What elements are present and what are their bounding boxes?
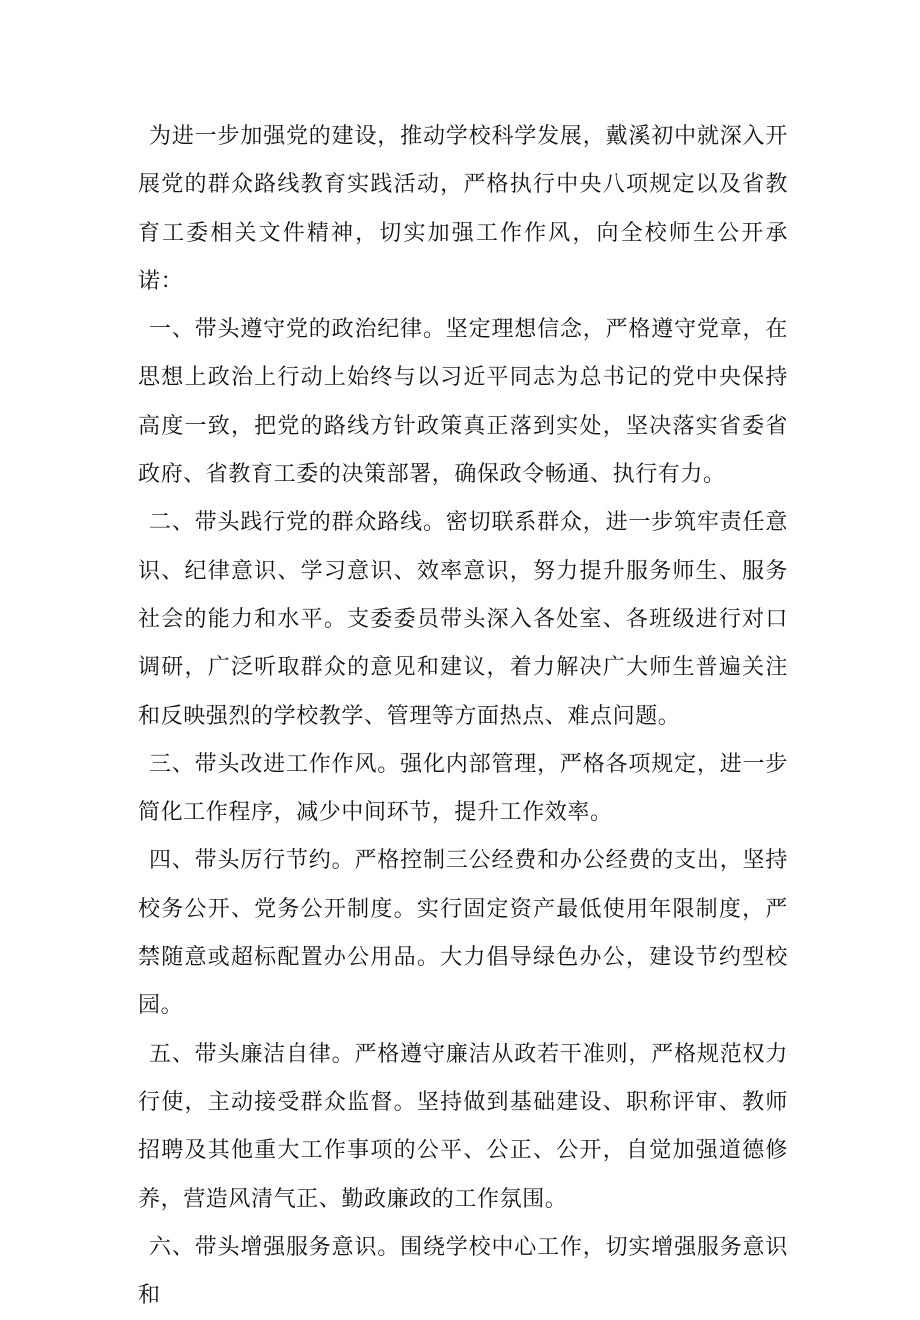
commitment-paragraph-2: 二、带头践行党的群众路线。密切联系群众，进一步筑牢责任意识、纪律意识、学习意识、效率意识，努力提升服务师生、服务社会的能力和水平。支委委员带头深入各处室、各班级进行对口调研，广泛听取群众的意见和建议，着力解决广大师生普遍关注和反映强烈的学校教学、管理等方面热点、难点问题。 [138,510,788,729]
commitment-paragraph-6: 六、带头增强服务意识。围绕学校中心工作，切实增强服务意识和 [138,1234,788,1309]
commitment-paragraph-3: 三、带头改进工作作风。强化内部管理，严格各项规定，进一步简化工作程序，减少中间环节，提升工作效率。 [138,751,788,826]
document-body [138,113,788,1320]
commitment-paragraph-5: 五、带头廉洁自律。严格遵守廉洁从政若干准则，严格规范权力行使，主动接受群众监督。坚持做到基础建设、职称评审、教师招聘及其他重大工作事项的公平、公正、公开，自觉加强道德修养，营造风清气正、勤政廉政的工作氛围。 [138,1041,788,1212]
commitment-paragraph-4: 四、带头厉行节约。严格控制三公经费和办公经费的支出，坚持校务公开、党务公开制度。实行固定资产最低使用年限制度，严禁随意或超标配置办公用品。大力倡导绿色办公，建设节约型校园。 [138,848,788,1019]
intro-paragraph: 为进一步加强党的建设，推动学校科学发展，戴溪初中就深入开展党的群众路线教育实践活动，严格执行中央八项规定以及省教育工委相关文件精神，切实加强工作作风，向全校师生公开承诺： [138,124,788,294]
commitment-paragraph-1: 一、带头遵守党的政治纪律。坚定理想信念，严格遵守党章，在思想上政治上行动上始终与以习近平同志为总书记的党中央保持高度一致，把党的路线方针政策真正落到实处，坚决落实省委省政府、省教育工委的决策部署，确保政令畅通、执行有力。 [138,317,788,488]
